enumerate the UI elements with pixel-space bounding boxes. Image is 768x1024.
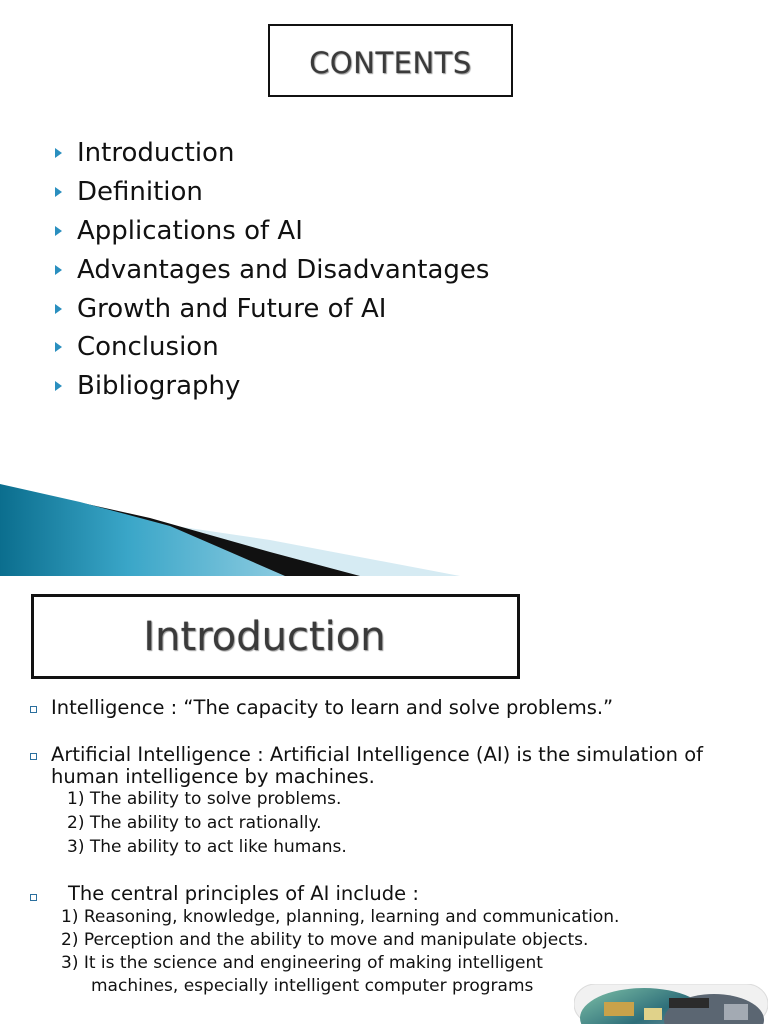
list-item: Conclusion — [55, 328, 489, 367]
triangle-bullet-icon — [55, 342, 62, 352]
contents-title-box — [268, 24, 513, 97]
principle-item: 2) Perception and the ability to move and manipulate objects. — [61, 930, 589, 950]
square-bullet-icon — [30, 894, 37, 901]
ability-item: 2) The ability to act rationally. — [67, 813, 322, 833]
triangle-bullet-icon — [55, 304, 62, 314]
ai-definition-line2: human intelligence by machines. — [51, 765, 375, 788]
principles-heading: The central principles of AI include : — [68, 882, 419, 905]
introduction-slide — [0, 576, 768, 1024]
list-item: Introduction — [55, 134, 489, 173]
list-item: Advantages and Disadvantages — [55, 250, 489, 289]
introduction-title: Introduction — [143, 613, 386, 660]
triangle-bullet-icon — [55, 148, 62, 158]
ability-item: 3) The ability to act like humans. — [67, 837, 347, 857]
list-item: Bibliography — [55, 367, 489, 406]
list-item: Applications of AI — [55, 212, 489, 251]
introduction-title-box — [31, 594, 520, 679]
triangle-bullet-icon — [55, 187, 62, 197]
principle-item: 1) Reasoning, knowledge, planning, learning and communication. — [61, 907, 620, 927]
ability-item: 1) The ability to solve problems. — [67, 789, 342, 809]
ai-definition-line1: Artificial Intelligence : Artificial Intelligence (AI) is the simulation of — [51, 743, 704, 766]
triangle-bullet-icon — [55, 226, 62, 236]
contents-title: CONTENTS — [309, 45, 472, 80]
contents-list — [55, 134, 489, 406]
triangle-bullet-icon — [55, 265, 62, 275]
list-item: Growth and Future of AI — [55, 289, 489, 328]
circuit-board-image — [574, 984, 768, 1024]
square-bullet-icon — [30, 753, 37, 760]
principle-item: 3) It is the science and engineering of making intelligent — [61, 953, 543, 973]
intelligence-definition: Intelligence : “The capacity to learn and solve problems.” — [51, 696, 614, 719]
square-bullet-icon — [30, 706, 37, 713]
decorative-swoosh — [0, 480, 768, 576]
list-item: Definition — [55, 173, 489, 212]
triangle-bullet-icon — [55, 381, 62, 391]
principle-item-continuation: machines, especially intelligent computer programs — [91, 976, 534, 996]
